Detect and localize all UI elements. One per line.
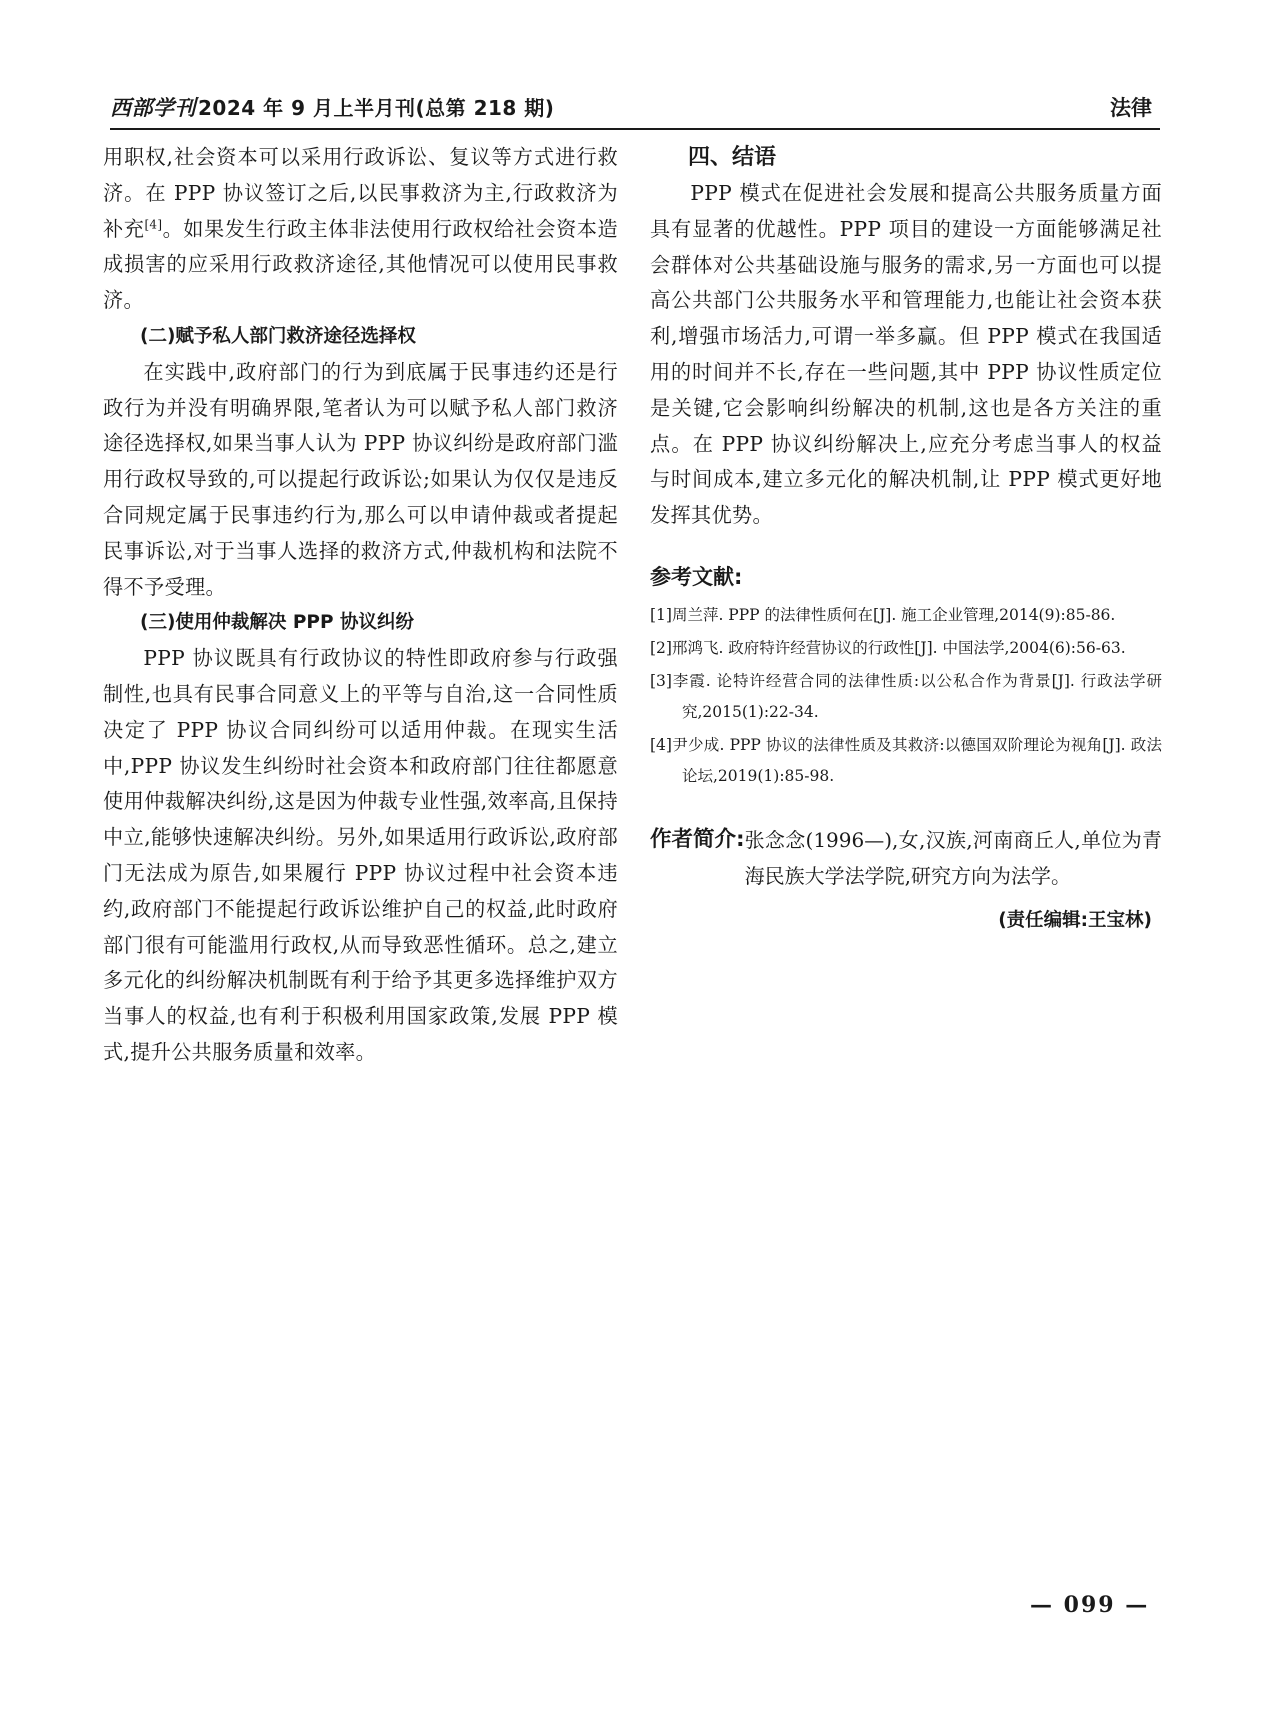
paragraph-text: 用职权,社会资本可以采用行政诉讼、复议等方式进行救济。在 PPP 协议签订之后,以民事救济为主,行政救济为补充 bbox=[103, 145, 618, 241]
author-bio-text: 张念念(1996—),女,汉族,河南商丘人,单位为青海民族大学法学院,研究方向为法学。 bbox=[744, 827, 1162, 888]
author-bio bbox=[650, 822, 1162, 894]
references-heading: 参考文献: bbox=[650, 564, 743, 589]
references-list bbox=[650, 600, 1162, 792]
reference-item: [4]尹少成. PPP 协议的法律性质及其救济:以德国双阶理论为视角[J]. 政法论坛,2019(1):85-98. bbox=[650, 735, 1162, 785]
subheading-2: (二)赋予私人部门救济途径选择权 bbox=[140, 325, 416, 347]
page-header bbox=[110, 88, 1160, 130]
paragraph-conclusion: PPP 模式在促进社会发展和提高公共服务质量方面具有显著的优越性。PPP 项目的建设一方面能够满足社会群体对公共基础设施与服务的需求,另一方面也可以提高公共部门公共服务水平和管理能力,也能让社会资本获利,增强市场活力,可谓一举多赢。但 PPP 模式在我国适用的时间并不长,存在一些问题,其中 PPP 协议性质定位是关键,它会影响纠纷解决的机制,这也是各方关注的重点。在 PPP 协议纠纷解决上,应充分考虑当事人的权益与时间成本,建立多元化的解决机制,让 PPP 模式更好地发挥其优势。 bbox=[650, 181, 1162, 528]
subheading-3: (三)使用仲裁解决 PPP 协议纠纷 bbox=[140, 612, 414, 634]
citation-ref: [4] bbox=[144, 216, 163, 231]
reference-item: [3]李霞. 论特许经营合同的法律性质:以公私合作为背景[J]. 行政法学研究,2015(1):22-34. bbox=[650, 671, 1162, 721]
section-4-heading: 四、结语 bbox=[688, 145, 777, 170]
page-number: — 099 — bbox=[1030, 1592, 1150, 1618]
section-label: 法律 bbox=[1110, 96, 1152, 120]
left-column bbox=[103, 140, 618, 1071]
responsible-editor: (责任编辑:王宝林) bbox=[998, 909, 1152, 931]
paragraph-text: 。如果发生行政主体非法使用行政权给社会资本造成损害的应采用行政救济途径,其他情况可以使用民事救济。 bbox=[103, 216, 618, 313]
journal-issue-line bbox=[110, 92, 554, 122]
journal-logo: 西部学刊 bbox=[110, 95, 196, 120]
author-bio-label: 作者简介: bbox=[650, 826, 745, 852]
paragraph-relief-continued bbox=[103, 140, 618, 319]
paragraph-arbitration: PPP 协议既具有行政协议的特性即政府参与行政强制性,也具有民事合同意义上的平等与自治,这一合同性质决定了 PPP 协议合同纠纷可以适用仲裁。在现实生活中,PPP 协议发生纠纷时社会资本和政府部门往往都愿意使用仲裁解决纠纷,这是因为仲裁专业性强,效率高,且保持中立,能够快速解决纠纷。另外,如果适用行政诉讼,政府部门无法成为原告,如果履行 PPP 协议过程中社会资本违约,政府部门不能提起行政诉讼维护自己的权益,此时政府部门很有可能滥用行政权,从而导致恶性循环。总之,建立多元化的纠纷解决机制既有利于给予其更多选择维护双方当事人的权益,也有利于积极利用国家政策,发展 PPP 模式,提升公共服务质量和效率。 bbox=[103, 646, 618, 1064]
reference-item: [1]周兰萍. PPP 的法律性质何在[J]. 施工企业管理,2014(9):85-86. bbox=[650, 605, 1116, 624]
reference-item: [2]邢鸿飞. 政府特许经营协议的行政性[J]. 中国法学,2004(6):56-63. bbox=[650, 638, 1126, 657]
right-column bbox=[650, 140, 1162, 932]
paragraph-choice-of-relief: 在实践中,政府部门的行为到底属于民事违约还是行政行为并没有明确界限,笔者认为可以赋予私人部门救济途径选择权,如果当事人认为 PPP 协议纠纷是政府部门滥用行政权导致的,可以提起行政诉讼;如果认为仅仅是违反合同规定属于民事违约行为,那么可以申请仲裁或者提起民事诉讼,对于当事人选择的救济方式,仲裁机构和法院不得不予受理。 bbox=[103, 359, 618, 599]
issue-label: 2024 年 9 月上半月刊(总第 218 期) bbox=[198, 96, 555, 120]
